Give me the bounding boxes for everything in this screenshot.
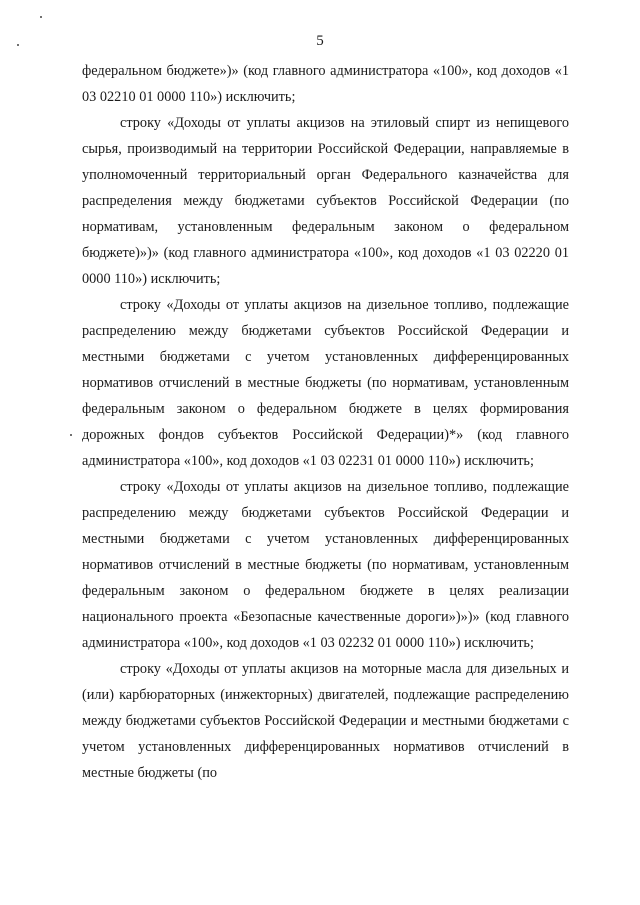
document-body (82, 58, 569, 786)
paragraph-diesel-safe-roads: строку «Доходы от уплаты акцизов на дизельное топливо, подлежащие распределению между бюджетами субъектов Российской Федерации и местными бюджетами с учетом установленных дифференцированных нормативов отчислений в местные бюджеты (по нормативам, установленным федеральным законом о федеральном бюджете в целях реализации национального проекта «Безопасные качественные дороги»)»)» (код главного администратора «100», код доходов «1 03 02232 01 0000 110») исключить; (82, 479, 569, 651)
scan-speck (70, 434, 72, 436)
page-number: 5 (316, 33, 324, 49)
paragraph-ethyl-alcohol-excise: строку «Доходы от уплаты акцизов на этиловый спирт из непищевого сырья, производимый на территории Российской Федерации, направляемые в уполномоченный территориальный орган Федерального казначейства для распределения между бюджетами субъектов Российской Федерации (по нормативам, установленным федеральным законом о федеральном бюджете)»)» (код главного администратора «100», код доходов «1 03 02220 01 0000 110») исключить; (82, 115, 569, 287)
paragraph-diesel-road-funds: строку «Доходы от уплаты акцизов на дизельное топливо, подлежащие распределению между бюджетами субъектов Российской Федерации и местными бюджетами с учетом установленных дифференцированных нормативов отчислений в местные бюджеты (по нормативам, установленным федеральным законом о федеральном бюджете в целях формирования дорожных фондов субъектов Российской Федерации)*» (код главного администратора «100», код доходов «1 03 02231 01 0000 110») исключить; (82, 297, 569, 469)
paragraph-intro-continuation: федеральном бюджете»)» (код главного администратора «100», код доходов «1 03 02210 01 0000 110») исключить; (82, 63, 569, 105)
scan-speck (40, 16, 42, 18)
paragraph-motor-oils: строку «Доходы от уплаты акцизов на моторные масла для дизельных и (или) карбюраторных (инжекторных) двигателей, подлежащие распределению между бюджетами субъектов Российской Федерации и местными бюджетами с учетом установленных дифференцированных нормативов отчислений в местные бюджеты (по (82, 661, 569, 781)
